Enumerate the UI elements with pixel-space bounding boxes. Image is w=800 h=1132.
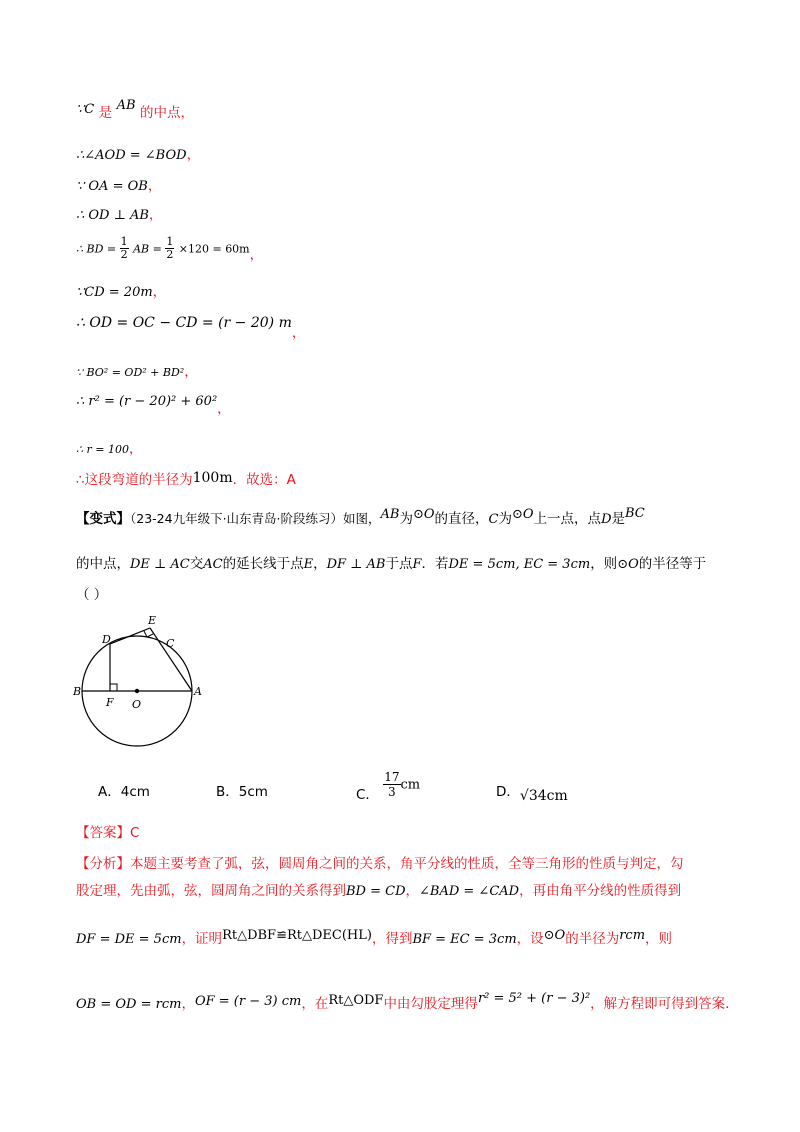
variant-line-1: [76, 506, 645, 529]
label-c: C: [166, 637, 175, 650]
math: ∵C: [76, 102, 95, 117]
option-c-label: C．: [356, 786, 379, 803]
math: ∴ r² = (r − 20)² + 60²: [76, 394, 218, 409]
text: 于点: [385, 556, 413, 572]
right-angle-f: [110, 684, 117, 691]
math: AB: [116, 98, 136, 113]
text: 的半径为: [565, 931, 620, 947]
text: ．故选：A: [232, 472, 296, 488]
math: AB: [380, 507, 400, 522]
text: ，证明: [181, 931, 223, 947]
geometry-figure: [70, 612, 220, 747]
punct: ，: [128, 441, 143, 457]
option-d-label: D．: [496, 784, 520, 800]
answer-line: [76, 824, 139, 842]
math: DF ⊥ AB: [326, 557, 386, 572]
math: ∠BAD = ∠CAD: [419, 884, 520, 899]
punct: ，: [147, 178, 162, 194]
text: 的中点，: [76, 556, 130, 572]
math: ×120 = 60m: [178, 242, 250, 256]
text: 是: [611, 511, 625, 527]
text: 的中点，: [140, 105, 195, 121]
math: C: [488, 512, 499, 527]
text: 为: [399, 511, 413, 527]
text: ．若: [421, 556, 449, 572]
analysis-line-4: [76, 991, 730, 1014]
label-o: O: [132, 698, 142, 711]
math: D: [601, 512, 612, 527]
text: ，: [405, 883, 420, 899]
option-c[interactable]: [356, 770, 421, 803]
text: ，在: [301, 996, 329, 1012]
math: DE ⊥ AC: [130, 557, 190, 572]
math: AB =: [133, 242, 166, 256]
text: 的延长线于点: [222, 556, 304, 572]
fraction: [120, 236, 129, 261]
unit: cm: [400, 777, 421, 793]
option-a[interactable]: [98, 780, 150, 800]
text: 本题主要考查了弧，弦，圆周角之间的关系，角平分线的性质，全等三角形的性质与判定，勾: [130, 856, 684, 872]
math: ⊙O: [617, 557, 639, 572]
text: ，设: [516, 931, 544, 947]
text: ∴这段弯道的半径为: [76, 472, 193, 488]
solution-line-10: [76, 440, 142, 459]
variant-line-2: [76, 555, 706, 574]
math: OB = OD = rcm: [76, 997, 182, 1012]
answer-blank: （ ）: [76, 587, 108, 603]
fraction: [165, 236, 174, 261]
math: F: [412, 557, 422, 572]
text: ，再由角平分线的性质得到: [519, 883, 682, 899]
text: 交: [189, 556, 204, 572]
option-d[interactable]: [496, 780, 568, 804]
variant-label: 【变式】: [76, 511, 130, 527]
text: 股定理，先由弧，弦，圆周角之间的关系得到: [76, 883, 346, 899]
math: Rt△DBF≌Rt△DEC(HL): [222, 928, 372, 943]
label-e: E: [148, 614, 157, 627]
math: OF = (r − 3) cm: [194, 994, 302, 1009]
solution-line-2: [76, 146, 200, 165]
math: ∴ BD =: [76, 242, 120, 256]
math: Rt△ODF: [328, 993, 384, 1008]
math: BC: [625, 506, 645, 521]
label-b: B: [73, 685, 82, 698]
text: 的半径等于: [638, 556, 707, 572]
text: 为: [498, 511, 512, 527]
text: ，得到: [371, 931, 413, 947]
text: 中由勾股定理得: [383, 996, 478, 1012]
solution-line-7: [76, 314, 306, 341]
solution-line-5: [76, 236, 263, 261]
option-a-label: A．4cm: [98, 784, 150, 800]
math: ∵CD = 20m: [76, 285, 153, 300]
answer-label: 【答案】: [76, 825, 130, 841]
punct: ，: [184, 364, 198, 380]
punct: ，: [186, 147, 201, 163]
denominator: 2: [166, 248, 174, 261]
solution-line-1: [76, 100, 194, 119]
answer-value: C: [130, 825, 140, 841]
numerator: 1: [166, 235, 174, 248]
text: ，: [313, 556, 327, 572]
solution-line-11: [76, 471, 296, 489]
option-b-label: B．5cm: [216, 784, 268, 800]
label-d: D: [102, 633, 111, 646]
math: ∴ OD = OC − CD = (r − 20) m: [76, 315, 292, 331]
math: 100m: [192, 470, 233, 486]
punct: ，: [249, 246, 264, 263]
analysis-line-1: [76, 855, 684, 873]
math: ∵ BO² = OD² + BD²: [76, 366, 185, 379]
denominator: 3: [388, 785, 396, 799]
analysis-line-2: [76, 882, 681, 901]
center-point: [135, 689, 139, 693]
punct: ，: [217, 401, 231, 417]
denominator: 2: [120, 248, 128, 261]
punct: ，: [291, 325, 306, 341]
solution-line-3: [76, 177, 161, 196]
math: ⊙O: [412, 507, 435, 522]
option-d-value: √34cm: [519, 788, 568, 804]
numerator: 17: [384, 770, 400, 784]
variant-line-3: [76, 586, 107, 604]
analysis-label: 【分析】: [76, 856, 130, 872]
label-a: A: [194, 685, 202, 698]
math: ∵ OA = OB: [76, 179, 148, 194]
math: ∴∠AOD = ∠BOD: [76, 148, 187, 163]
math: DF = DE = 5cm: [76, 932, 182, 947]
text: ，则: [645, 931, 673, 947]
math: ∴ OD ⊥ AB: [76, 208, 149, 223]
solution-line-4: [76, 206, 162, 225]
math: BF = EC = 3cm: [412, 932, 517, 947]
solution-line-6: [76, 283, 166, 302]
option-b[interactable]: [216, 780, 268, 800]
punct: ，: [152, 284, 167, 300]
math: ⊙O: [543, 928, 566, 943]
math: ∴ r = 100: [76, 443, 129, 456]
math: BD = CD: [346, 884, 406, 899]
solution-line-9: [76, 392, 231, 417]
solution-line-8: [76, 363, 198, 382]
analysis-line-3: [76, 930, 672, 949]
text: 上一点，点: [533, 511, 602, 527]
numerator: 1: [120, 235, 128, 248]
option-c-fraction: [383, 770, 400, 799]
math: r² = 5² + (r − 3)²: [477, 991, 591, 1006]
text: ，解方程即可得到答案.: [590, 996, 730, 1012]
text: ，则: [590, 556, 618, 572]
math: rcm: [619, 928, 646, 943]
text: 是: [98, 105, 113, 121]
text: 的直径，: [434, 511, 489, 527]
math: AC: [203, 557, 223, 572]
math: ⊙O: [512, 507, 534, 522]
math: E: [303, 557, 314, 572]
text: （23-24九年级下·山东青岛·阶段练习）如图，: [130, 511, 381, 526]
text: ，: [181, 996, 195, 1012]
punct: ，: [148, 207, 163, 223]
label-f: F: [106, 696, 114, 709]
math: DE = 5cm, EC = 3cm: [448, 557, 591, 572]
